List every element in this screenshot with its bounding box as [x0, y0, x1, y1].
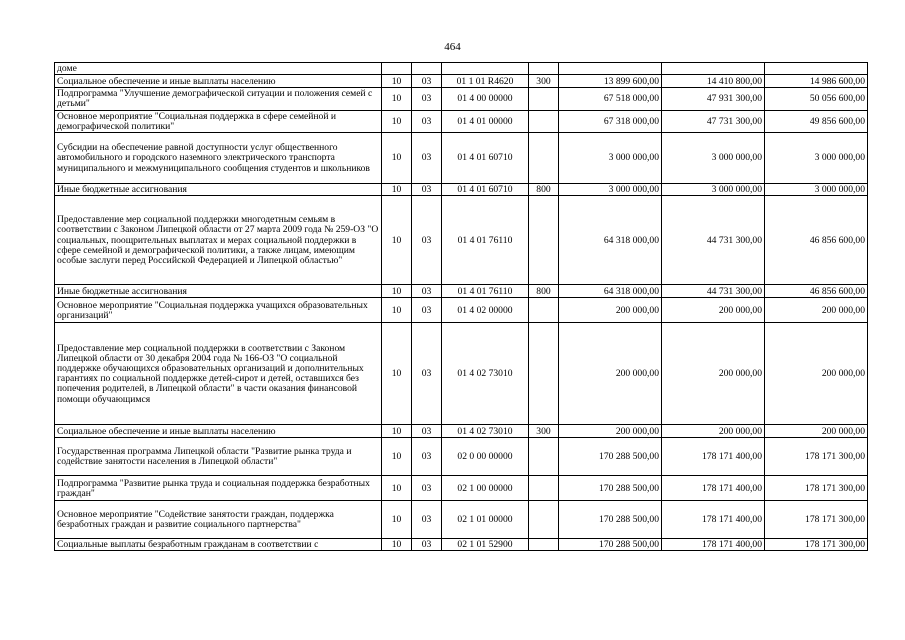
table-row [55, 438, 868, 476]
amount-year2-cell: 47 731 300,00 [662, 110, 765, 132]
section-cell: 10 [382, 285, 412, 298]
subsection-cell: 03 [412, 298, 442, 323]
target-article-cell: 01 4 01 60710 [442, 133, 529, 184]
expense-type-cell [529, 501, 559, 539]
target-article-cell: 02 0 00 00000 [442, 438, 529, 476]
target-article-cell: 01 1 01 R4620 [442, 75, 529, 88]
section-cell: 10 [382, 323, 412, 425]
amount-year1-cell: 3 000 000,00 [559, 184, 662, 196]
amount-year2-cell: 14 410 800,00 [662, 75, 765, 88]
target-article-cell: 01 4 01 60710 [442, 184, 529, 196]
name-cell: Иные бюджетные ассигнования [55, 184, 382, 196]
amount-year2-cell: 200 000,00 [662, 425, 765, 438]
target-article-cell: 01 4 01 76110 [442, 285, 529, 298]
amount-year1-cell: 13 899 600,00 [559, 75, 662, 88]
table-row [55, 133, 868, 184]
amount-year2-cell: 3 000 000,00 [662, 133, 765, 184]
subsection-cell: 03 [412, 110, 442, 132]
section-cell: 10 [382, 298, 412, 323]
target-article-cell: 01 4 00 00000 [442, 88, 529, 110]
subsection-cell: 03 [412, 425, 442, 438]
target-article-cell: 02 1 01 52900 [442, 539, 529, 551]
subsection-cell: 03 [412, 285, 442, 298]
amount-year2-cell: 3 000 000,00 [662, 184, 765, 196]
section-cell: 10 [382, 75, 412, 88]
target-article-cell: 02 1 01 00000 [442, 501, 529, 539]
amount-year1-cell: 67 518 000,00 [559, 88, 662, 110]
expense-type-cell [529, 476, 559, 501]
table-row [55, 75, 868, 88]
amount-year1-cell: 200 000,00 [559, 323, 662, 425]
expense-type-cell: 300 [529, 75, 559, 88]
amount-year1-cell: 64 318 000,00 [559, 196, 662, 285]
amount-year2-cell: 178 171 400,00 [662, 438, 765, 476]
name-cell: Предоставление мер социальной поддержки в соответствии с Законом Липецкой области от 30 декабря 2004 года № 166-ОЗ "О социальной поддержке обучающихся образовательных организаций и дополнительных гарантиях по социальной поддержке детей-сирот и детей, оставшихся без попечения родителей, в Липецкой области" в части оказания финансовой помощи обучающимся [55, 323, 382, 425]
section-cell: 10 [382, 184, 412, 196]
table-row [55, 184, 868, 196]
table-row [55, 285, 868, 298]
target-article-cell: 01 4 02 00000 [442, 298, 529, 323]
amount-year2-cell: 44 731 300,00 [662, 196, 765, 285]
amount-year3-cell: 3 000 000,00 [765, 133, 868, 184]
subsection-cell: 03 [412, 133, 442, 184]
expense-type-cell: 800 [529, 184, 559, 196]
expense-type-cell [529, 88, 559, 110]
name-cell: Предоставление мер социальной поддержки многодетным семьям в соответствии с Законом Липецкой области от 27 марта 2009 года № 259-ОЗ "О социальных, поощрительных выплатах и мерах социальной поддержки в сфере семейной и демографической политики, а также лицам, имеющим особые заслуги перед Российской Федерацией и Липецкой областью" [55, 196, 382, 285]
name-cell: Социальные выплаты безработным гражданам в соответствии с [55, 539, 382, 551]
subsection-cell: 03 [412, 539, 442, 551]
target-article-cell: 01 4 02 73010 [442, 323, 529, 425]
amount-year2-cell: 178 171 400,00 [662, 539, 765, 551]
expense-type-cell [529, 133, 559, 184]
target-article-cell: 01 4 02 73010 [442, 425, 529, 438]
target-article-cell [442, 63, 529, 75]
amount-year1-cell: 170 288 500,00 [559, 539, 662, 551]
amount-year1-cell: 3 000 000,00 [559, 133, 662, 184]
amount-year2-cell: 200 000,00 [662, 323, 765, 425]
name-cell: Основное мероприятие "Социальная поддержка в сфере семейной и демографической политики" [55, 110, 382, 132]
amount-year3-cell: 178 171 300,00 [765, 501, 868, 539]
name-cell: Социальное обеспечение и иные выплаты населению [55, 75, 382, 88]
amount-year2-cell: 178 171 400,00 [662, 476, 765, 501]
section-cell: 10 [382, 425, 412, 438]
amount-year2-cell [662, 63, 765, 75]
name-cell: Государственная программа Липецкой области "Развитие рынка труда и содействие занятости населения в Липецкой области" [55, 438, 382, 476]
section-cell [382, 63, 412, 75]
section-cell: 10 [382, 539, 412, 551]
subsection-cell: 03 [412, 75, 442, 88]
amount-year3-cell: 200 000,00 [765, 298, 868, 323]
amount-year3-cell: 46 856 600,00 [765, 196, 868, 285]
table-body [55, 63, 868, 551]
expense-type-cell [529, 438, 559, 476]
expense-type-cell [529, 298, 559, 323]
name-cell: Основное мероприятие "Социальная поддержка учащихся образовательных организаций" [55, 298, 382, 323]
amount-year1-cell [559, 63, 662, 75]
amount-year2-cell: 178 171 400,00 [662, 501, 765, 539]
name-cell: Подпрограмма "Улучшение демографической ситуации и положения семей с детьми" [55, 88, 382, 110]
expense-type-cell [529, 110, 559, 132]
table-row [55, 88, 868, 110]
table-row [55, 476, 868, 501]
amount-year3-cell: 200 000,00 [765, 323, 868, 425]
table-row [55, 539, 868, 551]
amount-year3-cell: 178 171 300,00 [765, 476, 868, 501]
expense-type-cell [529, 196, 559, 285]
amount-year3-cell: 3 000 000,00 [765, 184, 868, 196]
name-cell: доме [55, 63, 382, 75]
amount-year3-cell: 178 171 300,00 [765, 539, 868, 551]
section-cell: 10 [382, 196, 412, 285]
table-row [55, 196, 868, 285]
page-number: 464 [444, 41, 461, 53]
expense-type-cell: 300 [529, 425, 559, 438]
amount-year3-cell: 178 171 300,00 [765, 438, 868, 476]
amount-year2-cell: 47 931 300,00 [662, 88, 765, 110]
amount-year2-cell: 200 000,00 [662, 298, 765, 323]
amount-year1-cell: 170 288 500,00 [559, 438, 662, 476]
subsection-cell: 03 [412, 438, 442, 476]
section-cell: 10 [382, 133, 412, 184]
amount-year1-cell: 200 000,00 [559, 298, 662, 323]
amount-year1-cell: 67 318 000,00 [559, 110, 662, 132]
target-article-cell: 01 4 01 76110 [442, 196, 529, 285]
amount-year2-cell: 44 731 300,00 [662, 285, 765, 298]
section-cell: 10 [382, 476, 412, 501]
expense-type-cell: 800 [529, 285, 559, 298]
section-cell: 10 [382, 438, 412, 476]
name-cell: Иные бюджетные ассигнования [55, 285, 382, 298]
amount-year1-cell: 64 318 000,00 [559, 285, 662, 298]
section-cell: 10 [382, 88, 412, 110]
subsection-cell: 03 [412, 196, 442, 285]
target-article-cell: 02 1 00 00000 [442, 476, 529, 501]
expense-type-cell [529, 539, 559, 551]
table-row [55, 501, 868, 539]
name-cell: Субсидии на обеспечение равной доступности услуг общественного автомобильного и городского наземного электрического транспорта муниципального и межмуниципального сообщения студентов и школьников [55, 133, 382, 184]
subsection-cell: 03 [412, 501, 442, 539]
expense-type-cell [529, 323, 559, 425]
amount-year1-cell: 200 000,00 [559, 425, 662, 438]
table-row [55, 298, 868, 323]
expense-type-cell [529, 63, 559, 75]
section-cell: 10 [382, 501, 412, 539]
name-cell: Основное мероприятие "Содействие занятости граждан, поддержка безработных граждан и развитие социального партнерства" [55, 501, 382, 539]
table-row [55, 63, 868, 75]
amount-year1-cell: 170 288 500,00 [559, 476, 662, 501]
table-row [55, 425, 868, 438]
amount-year3-cell: 46 856 600,00 [765, 285, 868, 298]
name-cell: Подпрограмма "Развитие рынка труда и социальная поддержка безработных граждан" [55, 476, 382, 501]
subsection-cell: 03 [412, 323, 442, 425]
section-cell: 10 [382, 110, 412, 132]
subsection-cell [412, 63, 442, 75]
table-row [55, 323, 868, 425]
amount-year3-cell [765, 63, 868, 75]
table-row [55, 110, 868, 132]
amount-year3-cell: 200 000,00 [765, 425, 868, 438]
subsection-cell: 03 [412, 88, 442, 110]
amount-year3-cell: 50 056 600,00 [765, 88, 868, 110]
amount-year3-cell: 14 986 600,00 [765, 75, 868, 88]
subsection-cell: 03 [412, 184, 442, 196]
amount-year1-cell: 170 288 500,00 [559, 501, 662, 539]
amount-year3-cell: 49 856 600,00 [765, 110, 868, 132]
target-article-cell: 01 4 01 00000 [442, 110, 529, 132]
budget-table [54, 62, 868, 551]
subsection-cell: 03 [412, 476, 442, 501]
name-cell: Социальное обеспечение и иные выплаты населению [55, 425, 382, 438]
